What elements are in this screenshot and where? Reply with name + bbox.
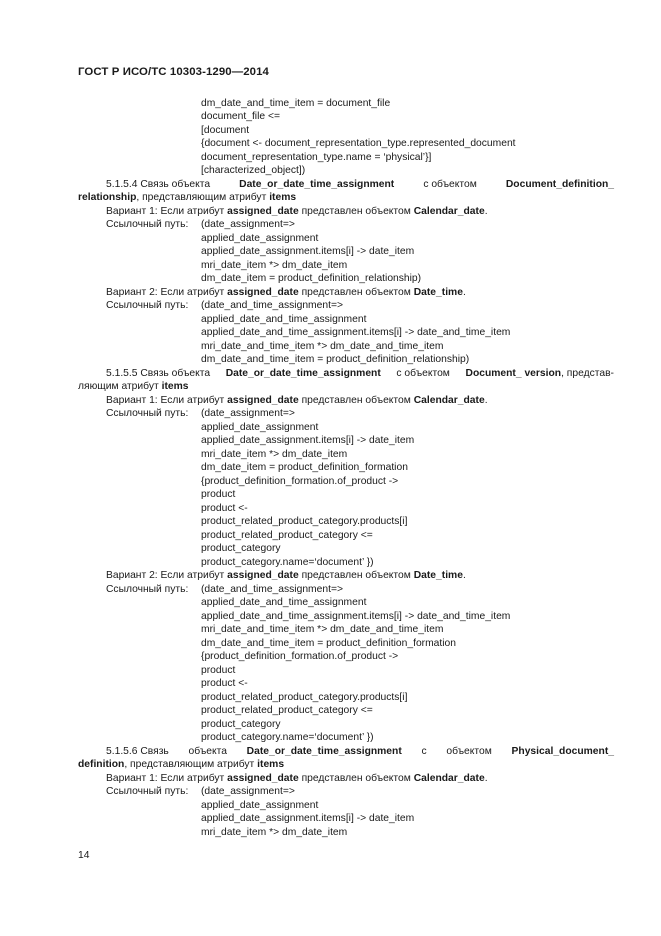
code-line: (date_and_time_assignment=>	[201, 583, 343, 595]
code-line: (date_assignment=>	[201, 219, 295, 230]
code-line: product_category	[201, 543, 281, 554]
code-line: applied_date_and_time_assignment	[201, 313, 367, 325]
punctuation: .	[484, 772, 488, 784]
entity-name: Physical_document_	[511, 745, 614, 757]
variant-text: представлен объектом	[301, 772, 411, 784]
code-line: mri_date_item *> dm_date_item	[201, 448, 348, 460]
code-line: (date_assignment=>	[201, 786, 295, 797]
code-line: document_file <=	[201, 111, 280, 122]
code-line: product_related_product_category.products[i]	[201, 516, 408, 527]
code-line: applied_date_assignment.items[i] -> date_item	[201, 813, 415, 824]
code-line: product_related_product_category.products[i]	[201, 691, 408, 703]
page-number: 14	[78, 850, 90, 861]
entity-name: Date_or_date_time_assignment	[239, 178, 395, 190]
variant-text: Вариант 1: Если атрибут	[106, 394, 225, 406]
code-line: applied_date_assignment	[201, 232, 319, 244]
variant-text: Вариант 1: Если атрибут	[106, 205, 225, 217]
code-line: dm_date_and_time_item = document_file	[201, 98, 391, 109]
variant-1	[106, 205, 488, 218]
code-line: product	[201, 489, 236, 500]
code-line: mri_date_and_time_item *> dm_date_and_time_item	[201, 624, 444, 635]
heading-text: 5.1.5.6 Связь	[106, 745, 169, 757]
variant-text: Вариант 2: Если атрибут	[106, 570, 225, 581]
heading-text: 5.1.5.4 Связь объекта	[106, 178, 211, 190]
punctuation: .	[484, 205, 488, 217]
code-line: {document <- document_representation_type.represented_document	[201, 138, 516, 149]
code-line: product_related_product_category <=	[201, 705, 373, 716]
code-line: [document	[201, 124, 250, 136]
code-line: mri_date_item *> dm_date_item	[201, 826, 348, 838]
code-line: product <-	[201, 502, 248, 514]
code-line: mri_date_and_time_item *> dm_date_and_time_item	[201, 340, 444, 352]
entity-name: Date_or_date_time_assignment	[225, 367, 381, 379]
heading-text: , представ-	[561, 367, 614, 379]
heading-text: , представляющим атрибут	[136, 192, 267, 203]
code-line: {product_definition_formation.of_product ->	[201, 475, 399, 487]
heading-continuation	[78, 191, 296, 204]
entity-name: definition	[78, 759, 125, 770]
variant-1	[106, 772, 488, 785]
attribute-name: items	[161, 381, 189, 392]
code-line: product_category.name=‘document’ })	[201, 556, 374, 568]
ref-path-label: Ссылочный путь:	[106, 300, 189, 311]
ref-path-label: Ссылочный путь:	[106, 219, 189, 230]
code-line: (date_assignment=>	[201, 408, 295, 419]
attribute-name: assigned_date	[227, 394, 299, 406]
entity-name: relationship	[78, 192, 137, 203]
heading-text: с объектом	[396, 367, 450, 379]
section-heading-5156	[106, 745, 614, 758]
code-line: applied_date_assignment.items[i] -> date_item	[201, 435, 415, 446]
code-line: [characterized_object])	[201, 165, 306, 176]
variant-text: представлен объектом	[301, 394, 411, 406]
punctuation: .	[462, 570, 466, 581]
heading-text: , представляющим атрибут	[124, 759, 255, 770]
entity-name: Date_or_date_time_assignment	[246, 745, 402, 757]
attribute-name: items	[269, 192, 297, 203]
code-line: mri_date_item *> dm_date_item	[201, 259, 348, 271]
entity-name: Calendar_date	[413, 772, 485, 784]
punctuation: .	[484, 394, 488, 406]
entity-name: Calendar_date	[413, 394, 485, 406]
code-line: applied_date_and_time_assignment.items[i] -> date_and_time_item	[201, 327, 511, 338]
code-line: product <-	[201, 678, 248, 689]
heading-text: объекта	[188, 745, 227, 757]
variant-2	[106, 569, 466, 582]
heading-text: объектом	[446, 745, 492, 757]
variant-text: Вариант 2: Если атрибут	[106, 286, 225, 298]
code-line: applied_date_and_time_assignment.items[i] -> date_and_time_item	[201, 610, 511, 622]
code-line: {product_definition_formation.of_product ->	[201, 651, 399, 662]
attribute-name: items	[257, 759, 285, 770]
code-line: applied_date_assignment.items[i] -> date_item	[201, 246, 415, 257]
section-heading-5154	[106, 178, 614, 191]
code-line: applied_date_assignment	[201, 421, 319, 433]
heading-text: ляющим атрибут	[78, 381, 159, 392]
code-line: document_representation_type.name = ‘physical’}]	[201, 151, 432, 163]
entity-name: Calendar_date	[413, 205, 485, 217]
attribute-name: assigned_date	[227, 205, 299, 217]
variant-text: представлен объектом	[301, 205, 411, 217]
code-line: product_related_product_category <=	[201, 529, 373, 541]
code-line: applied_date_and_time_assignment	[201, 597, 367, 608]
entity-name: Date_time	[413, 570, 463, 581]
variant-text: представлен объектом	[301, 570, 411, 581]
code-line: product	[201, 664, 236, 676]
attribute-name: assigned_date	[227, 570, 299, 581]
code-line: dm_date_item = product_definition_relationship)	[201, 273, 422, 284]
code-line: applied_date_assignment	[201, 799, 319, 811]
attribute-name: assigned_date	[227, 286, 299, 298]
entity-name: Date_time	[413, 286, 463, 298]
code-line: product_category	[201, 718, 281, 730]
code-line: product_category.name=‘document’ })	[201, 732, 374, 743]
entity-name: Document_ version	[465, 367, 562, 379]
heading-continuation	[78, 758, 284, 771]
entity-name: Document_definition_	[505, 178, 614, 190]
heading-text: с	[421, 745, 427, 757]
variant-2	[106, 286, 466, 299]
code-line: dm_date_and_time_item = product_definition_relationship)	[201, 354, 470, 365]
ref-path-label: Ссылочный путь:	[106, 408, 189, 419]
code-line: dm_date_and_time_item = product_definition_formation	[201, 637, 457, 649]
heading-text: с объектом	[423, 178, 477, 190]
document-header: ГОСТ Р ИСО/ТС 10303-1290—2014	[78, 66, 269, 78]
variant-text: Вариант 1: Если атрибут	[106, 772, 225, 784]
ref-path-label: Ссылочный путь:	[106, 583, 189, 595]
attribute-name: assigned_date	[227, 772, 299, 784]
ref-path-label: Ссылочный путь:	[106, 786, 189, 797]
section-heading-5155	[106, 367, 614, 380]
punctuation: .	[462, 286, 466, 298]
variant-text: представлен объектом	[301, 286, 411, 298]
code-line: dm_date_item = product_definition_formation	[201, 462, 408, 473]
code-line: (date_and_time_assignment=>	[201, 300, 343, 311]
heading-continuation	[78, 380, 188, 393]
variant-1	[106, 394, 488, 407]
heading-text: 5.1.5.5 Связь объекта	[106, 367, 211, 379]
